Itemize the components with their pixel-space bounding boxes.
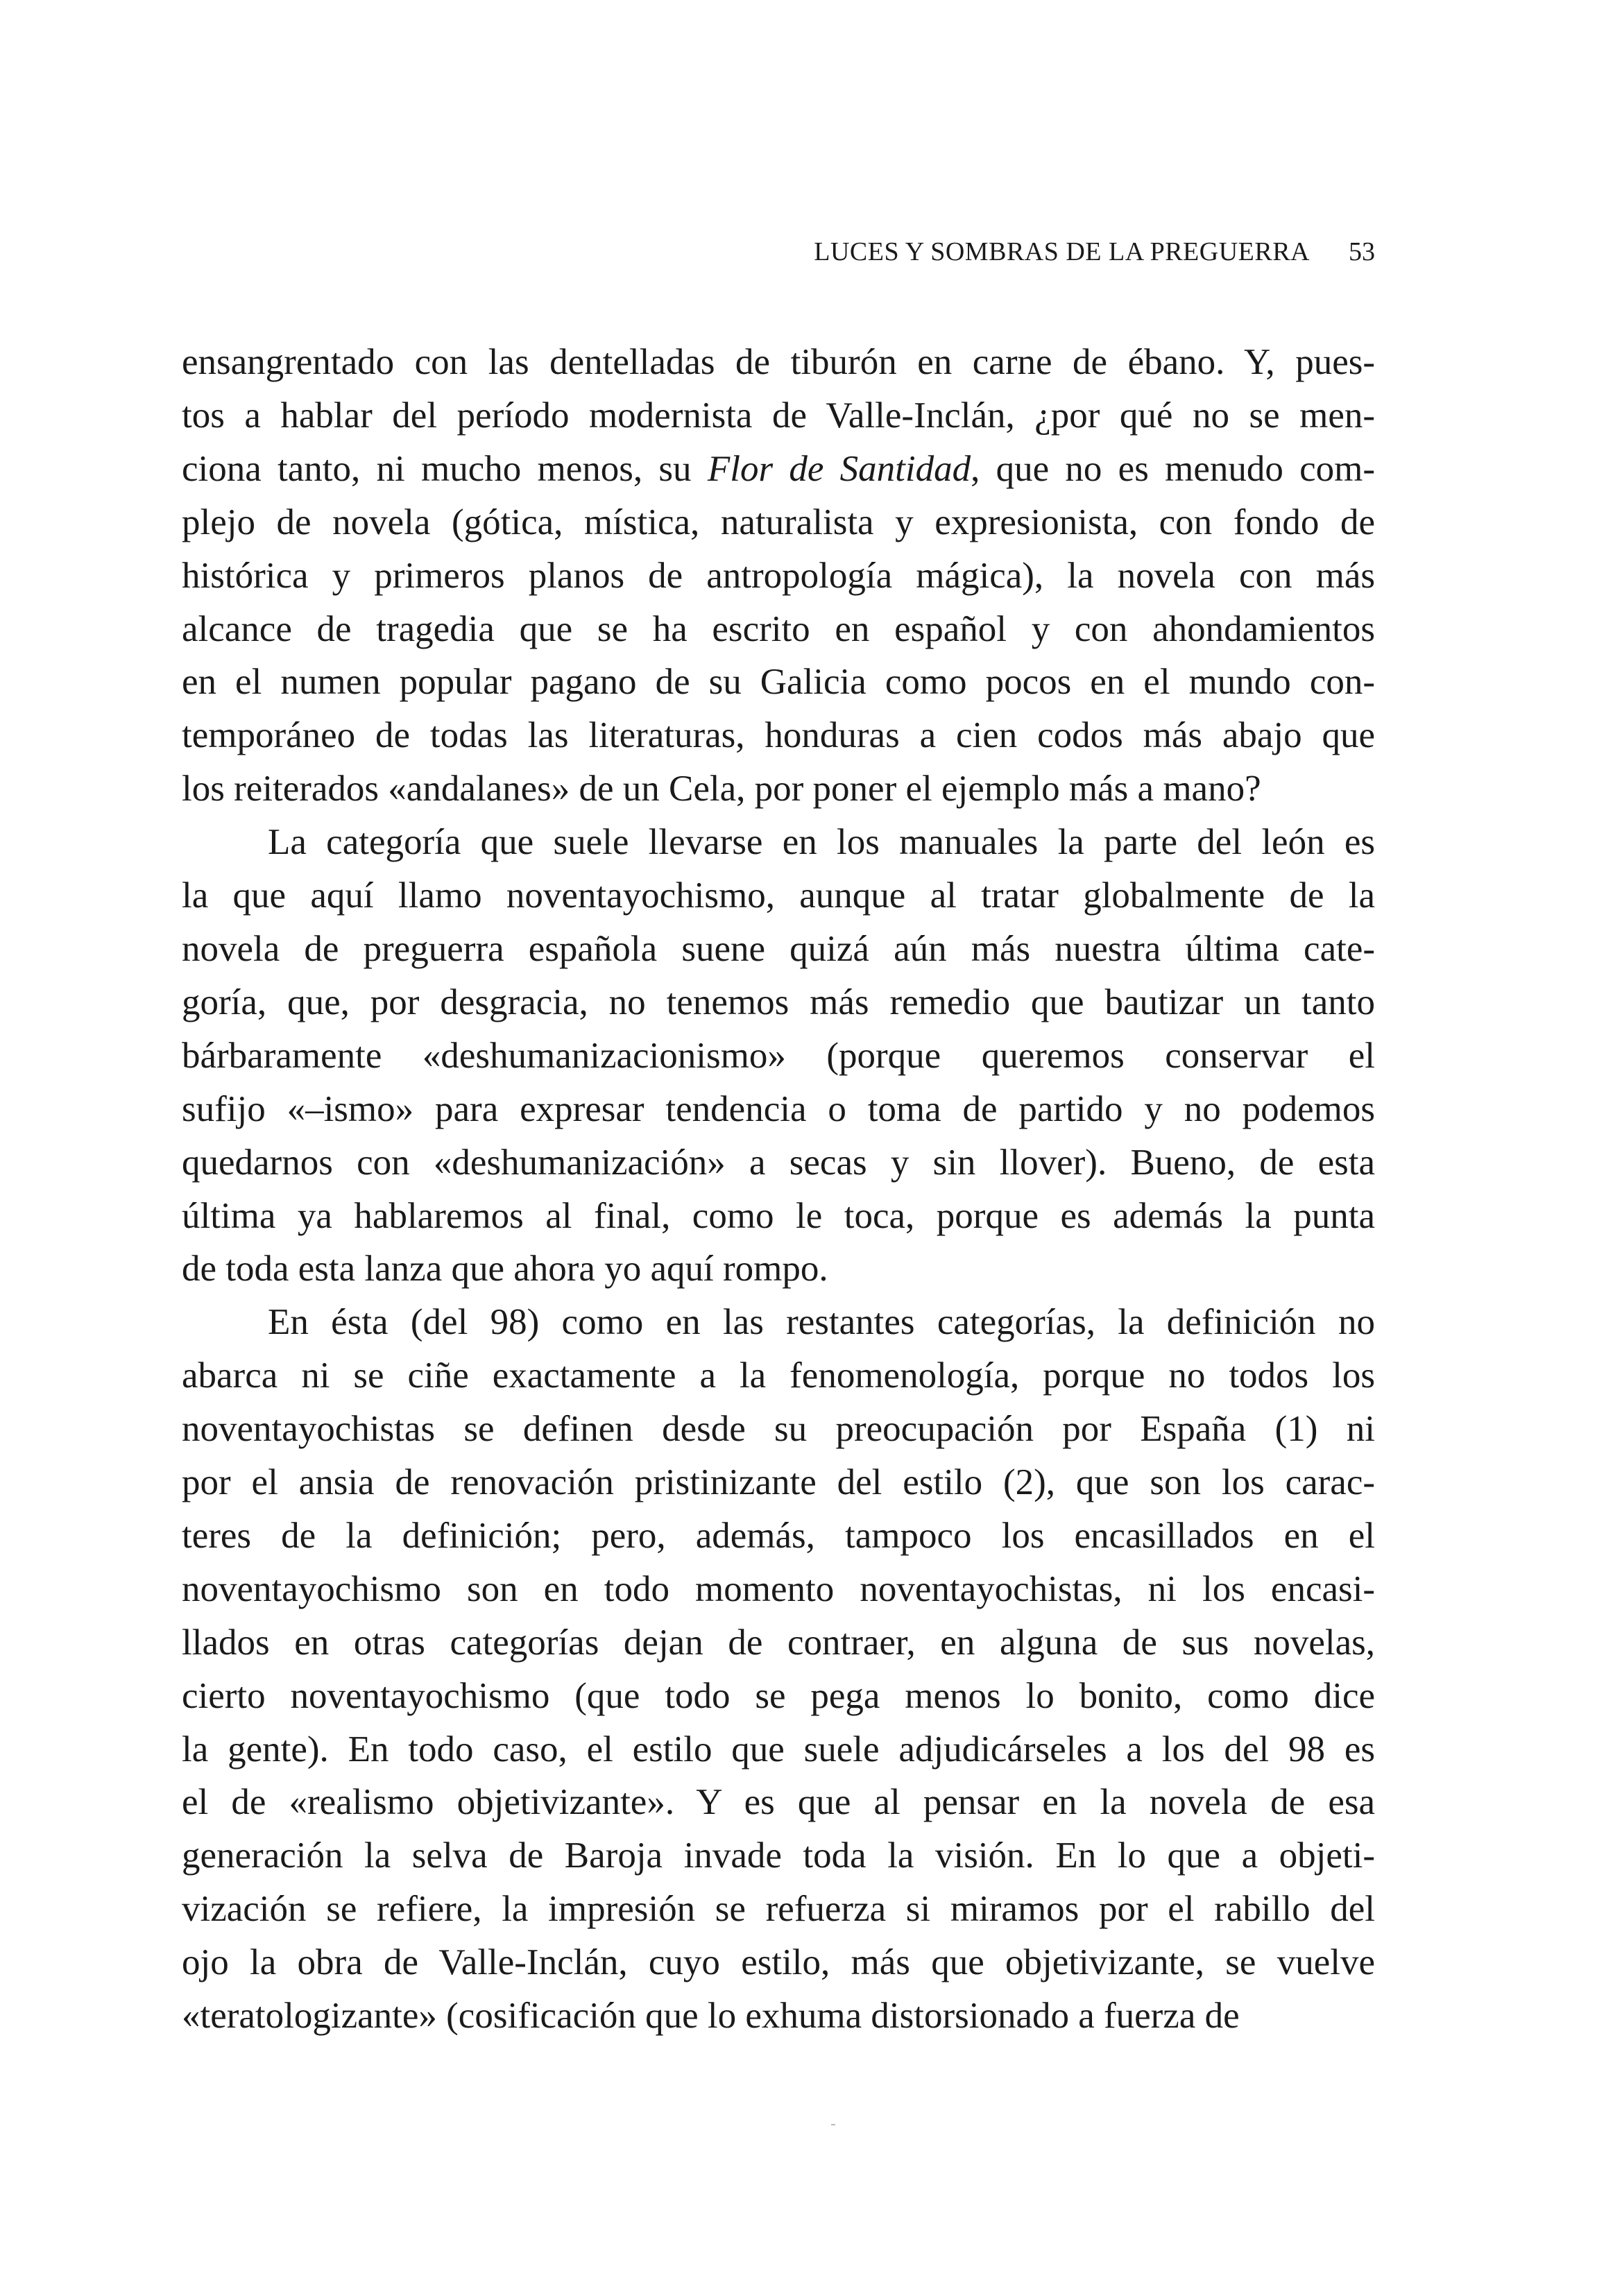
text-line: el de «realismo objetivizante». Y es que al pensar en la novela de esa bbox=[182, 1782, 1375, 1823]
running-title: LUCES Y SOMBRAS DE LA PREGUERRA bbox=[814, 237, 1310, 266]
text-line: En ésta (del 98) como en las restantes categorías, la definición no bbox=[268, 1302, 1375, 1343]
text-line: ojo la obra de Valle-Inclán, cuyo estilo, más que objetivizante, se vuelve bbox=[182, 1942, 1375, 1983]
text-line: ensangrentado con las dentelladas de tiburón en carne de ébano. Y, pues- bbox=[182, 342, 1375, 382]
paragraph bbox=[182, 1296, 1375, 2043]
text-line: última ya hablaremos al final, como le toca, porque es además la punta bbox=[182, 1195, 1375, 1236]
page-number: 53 bbox=[1349, 237, 1375, 266]
text-line: abarca ni se ciñe exactamente a la fenomenología, porque no todos los bbox=[182, 1355, 1375, 1396]
text-line: goría, que, por desgracia, no tenemos más remedio que bautizar un tanto bbox=[182, 982, 1375, 1022]
text-line: los reiterados «andalanes» de un Cela, por poner el ejemplo más a mano? bbox=[182, 769, 1261, 809]
text-line: bárbaramente «deshumanizacionismo» (porque queremos conservar el bbox=[182, 1035, 1375, 1076]
text-line: plejo de novela (gótica, mística, naturalista y expresionista, con fondo de bbox=[182, 502, 1375, 542]
text-line: la que aquí llamo noventayochismo, aunque al tratar globalmente de la bbox=[182, 875, 1375, 916]
text-line: noventayochistas se definen desde su preocupación por España (1) ni bbox=[182, 1409, 1375, 1450]
text-line: vización se refiere, la impresión se refuerza si miramos por el rabillo del bbox=[182, 1889, 1375, 1930]
text-line: noventayochismo son en todo momento noventayochistas, ni los encasi- bbox=[182, 1568, 1375, 1609]
text-line: «teratologizante» (cosificación que lo exhuma distorsionado a fuerza de bbox=[182, 1996, 1240, 2037]
text-line: llados en otras categorías dejan de contraer, en alguna de sus novelas, bbox=[182, 1622, 1375, 1663]
text-line: la gente). En todo caso, el estilo que suele adjudicárseles a los del 98 es bbox=[182, 1729, 1375, 1770]
text-line: ciona tanto, ni mucho menos, su Flor de Santidad, que no es menudo com- bbox=[182, 448, 1376, 489]
text-line: de toda esta lanza que ahora yo aquí rompo. bbox=[182, 1249, 828, 1290]
text-line: La categoría que suele llevarse en los manuales la parte del león es bbox=[268, 822, 1375, 863]
text-line: sufijo «–ismo» para expresar tendencia o toma de partido y no podemos bbox=[182, 1088, 1375, 1129]
text-line: novela de preguerra española suene quizá aún más nuestra última cate- bbox=[182, 928, 1375, 969]
text-line: generación la selva de Baroja invade toda la visión. En lo que a objeti- bbox=[182, 1835, 1375, 1876]
text-line: temporáneo de todas las literaturas, honduras a cien codos más abajo que bbox=[182, 715, 1375, 756]
text-line: quedarnos con «deshumanización» a secas y sin llover). Bueno, de esta bbox=[182, 1142, 1375, 1183]
text-line: por el ansia de renovación pristinizante del estilo (2), que son los carac- bbox=[182, 1462, 1375, 1503]
text-line: en el numen popular pagano de su Galicia como pocos en el mundo con- bbox=[182, 662, 1375, 703]
paragraph bbox=[182, 816, 1375, 1296]
text-line: teres de la definición; pero, además, tampoco los encasillados en el bbox=[182, 1515, 1375, 1556]
running-head bbox=[182, 234, 1375, 269]
paragraph bbox=[182, 336, 1375, 816]
scan-speck bbox=[831, 2124, 835, 2125]
text-line: cierto noventayochismo (que todo se pega menos lo bonito, como dice bbox=[182, 1675, 1375, 1716]
text-line: alcance de tragedia que se ha escrito en español y con ahondamientos bbox=[182, 608, 1375, 649]
text-line: histórica y primeros planos de antropología mágica), la novela con más bbox=[182, 555, 1375, 596]
book-title: Flor de Santidad bbox=[707, 448, 971, 489]
body-text bbox=[182, 336, 1375, 2043]
text-line: tos a hablar del período modernista de Valle-Inclán, ¿por qué no se men- bbox=[182, 395, 1375, 436]
